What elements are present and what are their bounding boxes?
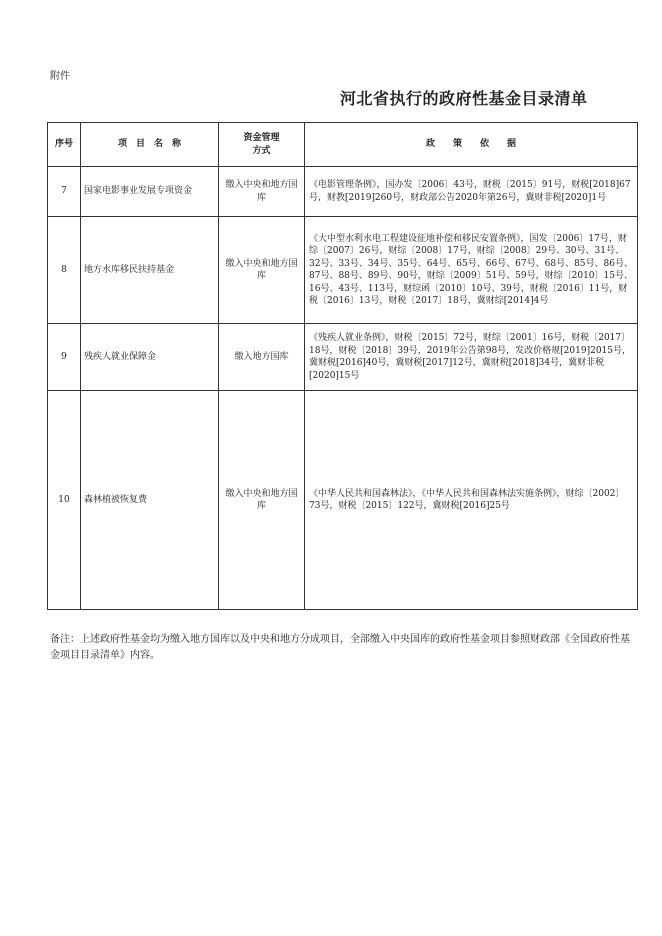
row-name: 森林植被恢复费 — [81, 391, 219, 610]
attachment-label: 附件 — [50, 71, 70, 82]
page-title: 河北省执行的政府性基金目录清单 — [340, 89, 588, 108]
row-name: 地方水库移民扶持基金 — [81, 217, 219, 324]
row-no: 7 — [48, 167, 81, 217]
row-mode: 缴入中央和地方国库 — [219, 391, 305, 610]
row-mode: 缴入中央和地方国库 — [219, 167, 305, 217]
table-row — [48, 217, 638, 324]
footnote: 备注：上述政府性基金均为缴入地方国库以及中央和地方分成项目，全部缴入中央国库的政府性基金项目参照财政部《全国政府性基金项目目录清单》内容。 — [50, 634, 630, 661]
header-basis: 政 策 依 据 — [305, 123, 638, 167]
header-mode — [219, 123, 305, 167]
header-mode-line1: 资金管理 — [243, 133, 280, 143]
row-name: 残疾人就业保障金 — [81, 324, 219, 391]
row-basis: 《电影管理条例》，国办发〔2006〕43号，财税〔2015〕91号，财税[2018]67号，财教[2019]260号，财政部公告2020年第26号，冀财非税[2020]1号 — [305, 167, 638, 217]
fund-table — [47, 122, 638, 610]
row-basis: 《大中型水利水电工程建设征地补偿和移民安置条例》，国发〔2006〕17号，财综〔2007〕26号，财综〔2008〕17号，财综〔2008〕29号、30号、31号、32号、33号、34号、35号、64号、65号、66号、67号、68号、85号、86号、87号、88号、89号、90号，财综〔2009〕51号、59号，财综〔2010〕15号、16号、43号、113号，财综函〔2010〕10号、39号，财税〔2016〕11号，财税〔2016〕13号，财税〔2017〕18号，冀财综[2014]4号 — [305, 217, 638, 324]
row-mode: 缴入中央和地方国库 — [219, 217, 305, 324]
row-basis: 《中华人民共和国森林法》，《中华人民共和国森林法实施条例》，财综〔2002〕73号，财税〔2015〕122号，冀财税[2016]25号 — [305, 391, 638, 610]
table-header-row — [48, 123, 638, 167]
row-no: 10 — [48, 391, 81, 610]
table-row — [48, 167, 638, 217]
header-no: 序号 — [48, 123, 81, 167]
row-no: 9 — [48, 324, 81, 391]
row-no: 8 — [48, 217, 81, 324]
table-row — [48, 324, 638, 391]
row-mode: 缴入地方国库 — [219, 324, 305, 391]
row-basis: 《残疾人就业条例》，财税〔2015〕72号，财综〔2001〕16号，财税〔2017〕18号，财税〔2018〕39号，2019年公告第98号，发改价格规[2019]2015号，冀财税[2016]40号，冀财税[2017]12号，冀财税[2018]34号，冀财非税[2020]15号 — [305, 324, 638, 391]
header-mode-line2: 方式 — [252, 145, 271, 156]
row-name: 国家电影事业发展专项资金 — [81, 167, 219, 217]
header-name: 项 目 名 称 — [81, 123, 219, 167]
table-row — [48, 391, 638, 610]
